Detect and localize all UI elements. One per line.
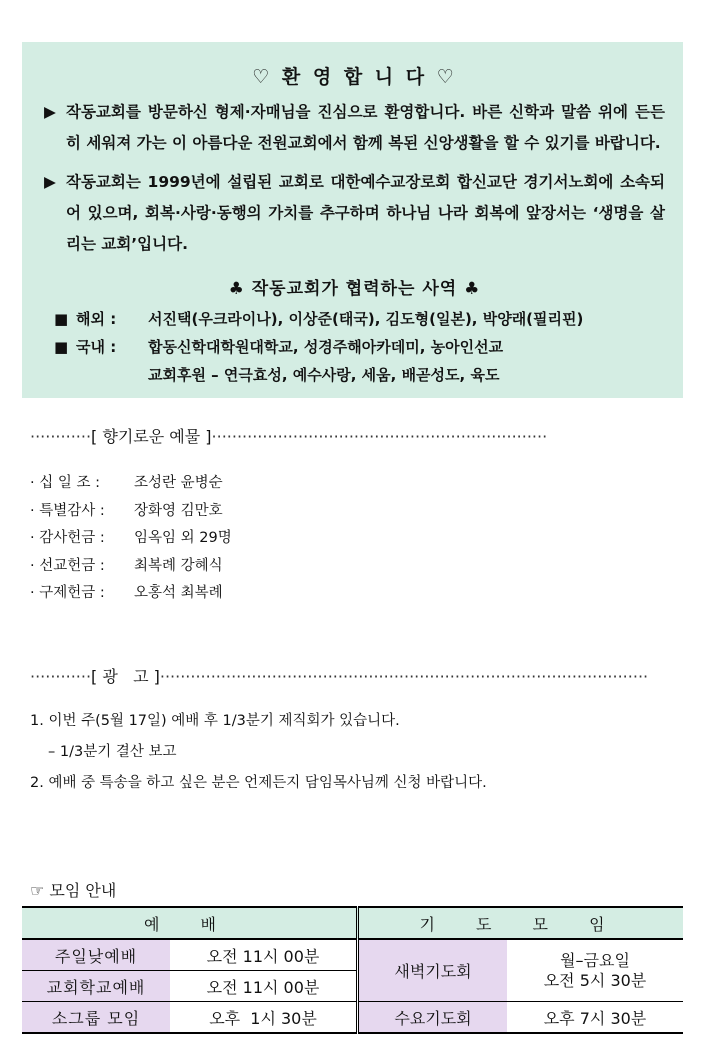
mission-domestic-label: 국내 : (76, 338, 117, 356)
worship-name: 주일낮예배 (22, 939, 170, 971)
prayer-time: 오전 5시 30분 (543, 970, 647, 990)
welcome-paragraph-1-text: 작동교회를 방문하신 형제·자매님을 진심으로 환영합니다. 바른 신학과 말씀 위에 든든히 세워져 가는 이 아름다운 전원교회에서 함께 복된 신앙생활을 할 수 있기를 바랍니다. (66, 103, 665, 152)
worship-name: 소그룹 모임 (22, 1002, 170, 1034)
prayer-name: 새벽기도회 (358, 939, 508, 1002)
square-bullet-icon: ■ (54, 310, 69, 328)
list-item (30, 525, 232, 553)
ad-item-2: 2. 예배 중 특송을 하고 싶은 분은 언제든지 담임목사님께 신청 바랍니다. (30, 775, 487, 791)
offering-label: · 특별감사 : (30, 502, 105, 519)
meetings-table (22, 906, 683, 1034)
prayer-schedule (507, 939, 683, 1002)
offering-heading: [ 향기로운 예물 ] (91, 427, 212, 446)
mission-overseas-row (44, 305, 665, 333)
prayer-header: 기 도 모 임 (358, 907, 684, 939)
worship-name: 교회학교예배 (22, 971, 170, 1002)
list-item (30, 580, 232, 608)
offering-label: · 십 일 조 : (30, 475, 100, 491)
ad-item-1-sub: – 1/3분기 결산 보고 (48, 744, 177, 760)
list-item (30, 553, 232, 581)
offering-names: 조성란 윤병순 (134, 475, 223, 491)
offering-list (30, 470, 232, 608)
welcome-paragraph-2 (44, 167, 665, 260)
welcome-paragraph-1 (44, 97, 665, 159)
ads-heading-row: ············[ 광 고 ]································································································ (30, 667, 649, 686)
table-row (22, 939, 683, 971)
ad-item-1: 1. 이번 주(5월 17일) 예배 후 1/3분기 제직회가 있습니다. (30, 713, 400, 729)
prayer-time: 오후 7시 30분 (543, 1008, 647, 1028)
mission-title: ♣ 작동교회가 협력하는 사역 ♣ (228, 279, 481, 299)
offering-names: 오홍석 최복례 (134, 585, 223, 601)
mission-domestic-text-1: 합동신학대학원대학교, 성경주해아카데미, 농아인선교 (148, 338, 504, 356)
triangle-bullet-icon: ▶ (44, 173, 56, 191)
triangle-bullet-icon: ▶ (44, 103, 56, 121)
mission-overseas-label: 해외 : (76, 310, 117, 328)
worship-time: 오전 11시 00분 (170, 971, 358, 1002)
prayer-days: 월–금요일 (560, 950, 630, 970)
square-bullet-icon: ■ (54, 338, 69, 356)
offering-heading-row: ············[ 향기로운 예물 ]·································································· (30, 427, 548, 446)
worship-time: 오전 11시 00분 (170, 939, 358, 971)
offering-names: 장화영 김만호 (134, 502, 223, 519)
welcome-box (22, 42, 683, 398)
worship-time: 오후 1시 30분 (170, 1002, 358, 1034)
list-item (30, 498, 232, 526)
mission-domestic-row (44, 333, 665, 361)
table-row (22, 1002, 683, 1034)
prayer-name: 수요기도회 (358, 1002, 508, 1034)
list-item (30, 470, 232, 498)
ads-list (30, 706, 690, 799)
meetings-title: ☞ 모임 안내 (30, 881, 117, 900)
offering-label: · 선교헌금 : (30, 557, 105, 574)
offering-label: · 감사헌금 : (30, 530, 105, 546)
welcome-paragraph-2-text: 작동교회는 1999년에 설립된 교회로 대한예수교장로회 합신교단 경기서노회에 소속되어 있으며, 회복·사랑·동행의 가치를 추구하며 하나님 나라 회복에 앞장서는 ‘생명을 살리는 교회’입니다. (66, 173, 665, 253)
offering-label: · 구제헌금 : (30, 585, 105, 601)
offering-names: 최복례 강혜식 (134, 557, 223, 574)
ads-heading: [ 광 고 ] (91, 667, 160, 686)
offering-names: 임옥임 외 29명 (134, 530, 232, 546)
worship-header: 예 배 (22, 907, 358, 939)
mission-domestic-text-2: 교회후원 – 연극효성, 예수사랑, 세움, 배곧성도, 육도 (148, 366, 500, 384)
welcome-title: ♡ 환 영 합 니 다 ♡ (252, 66, 457, 88)
mission-overseas-text: 서진택(우크라이나), 이상준(태국), 김도형(일본), 박양래(필리핀) (148, 310, 584, 328)
mission-domestic-row-2 (44, 361, 665, 389)
